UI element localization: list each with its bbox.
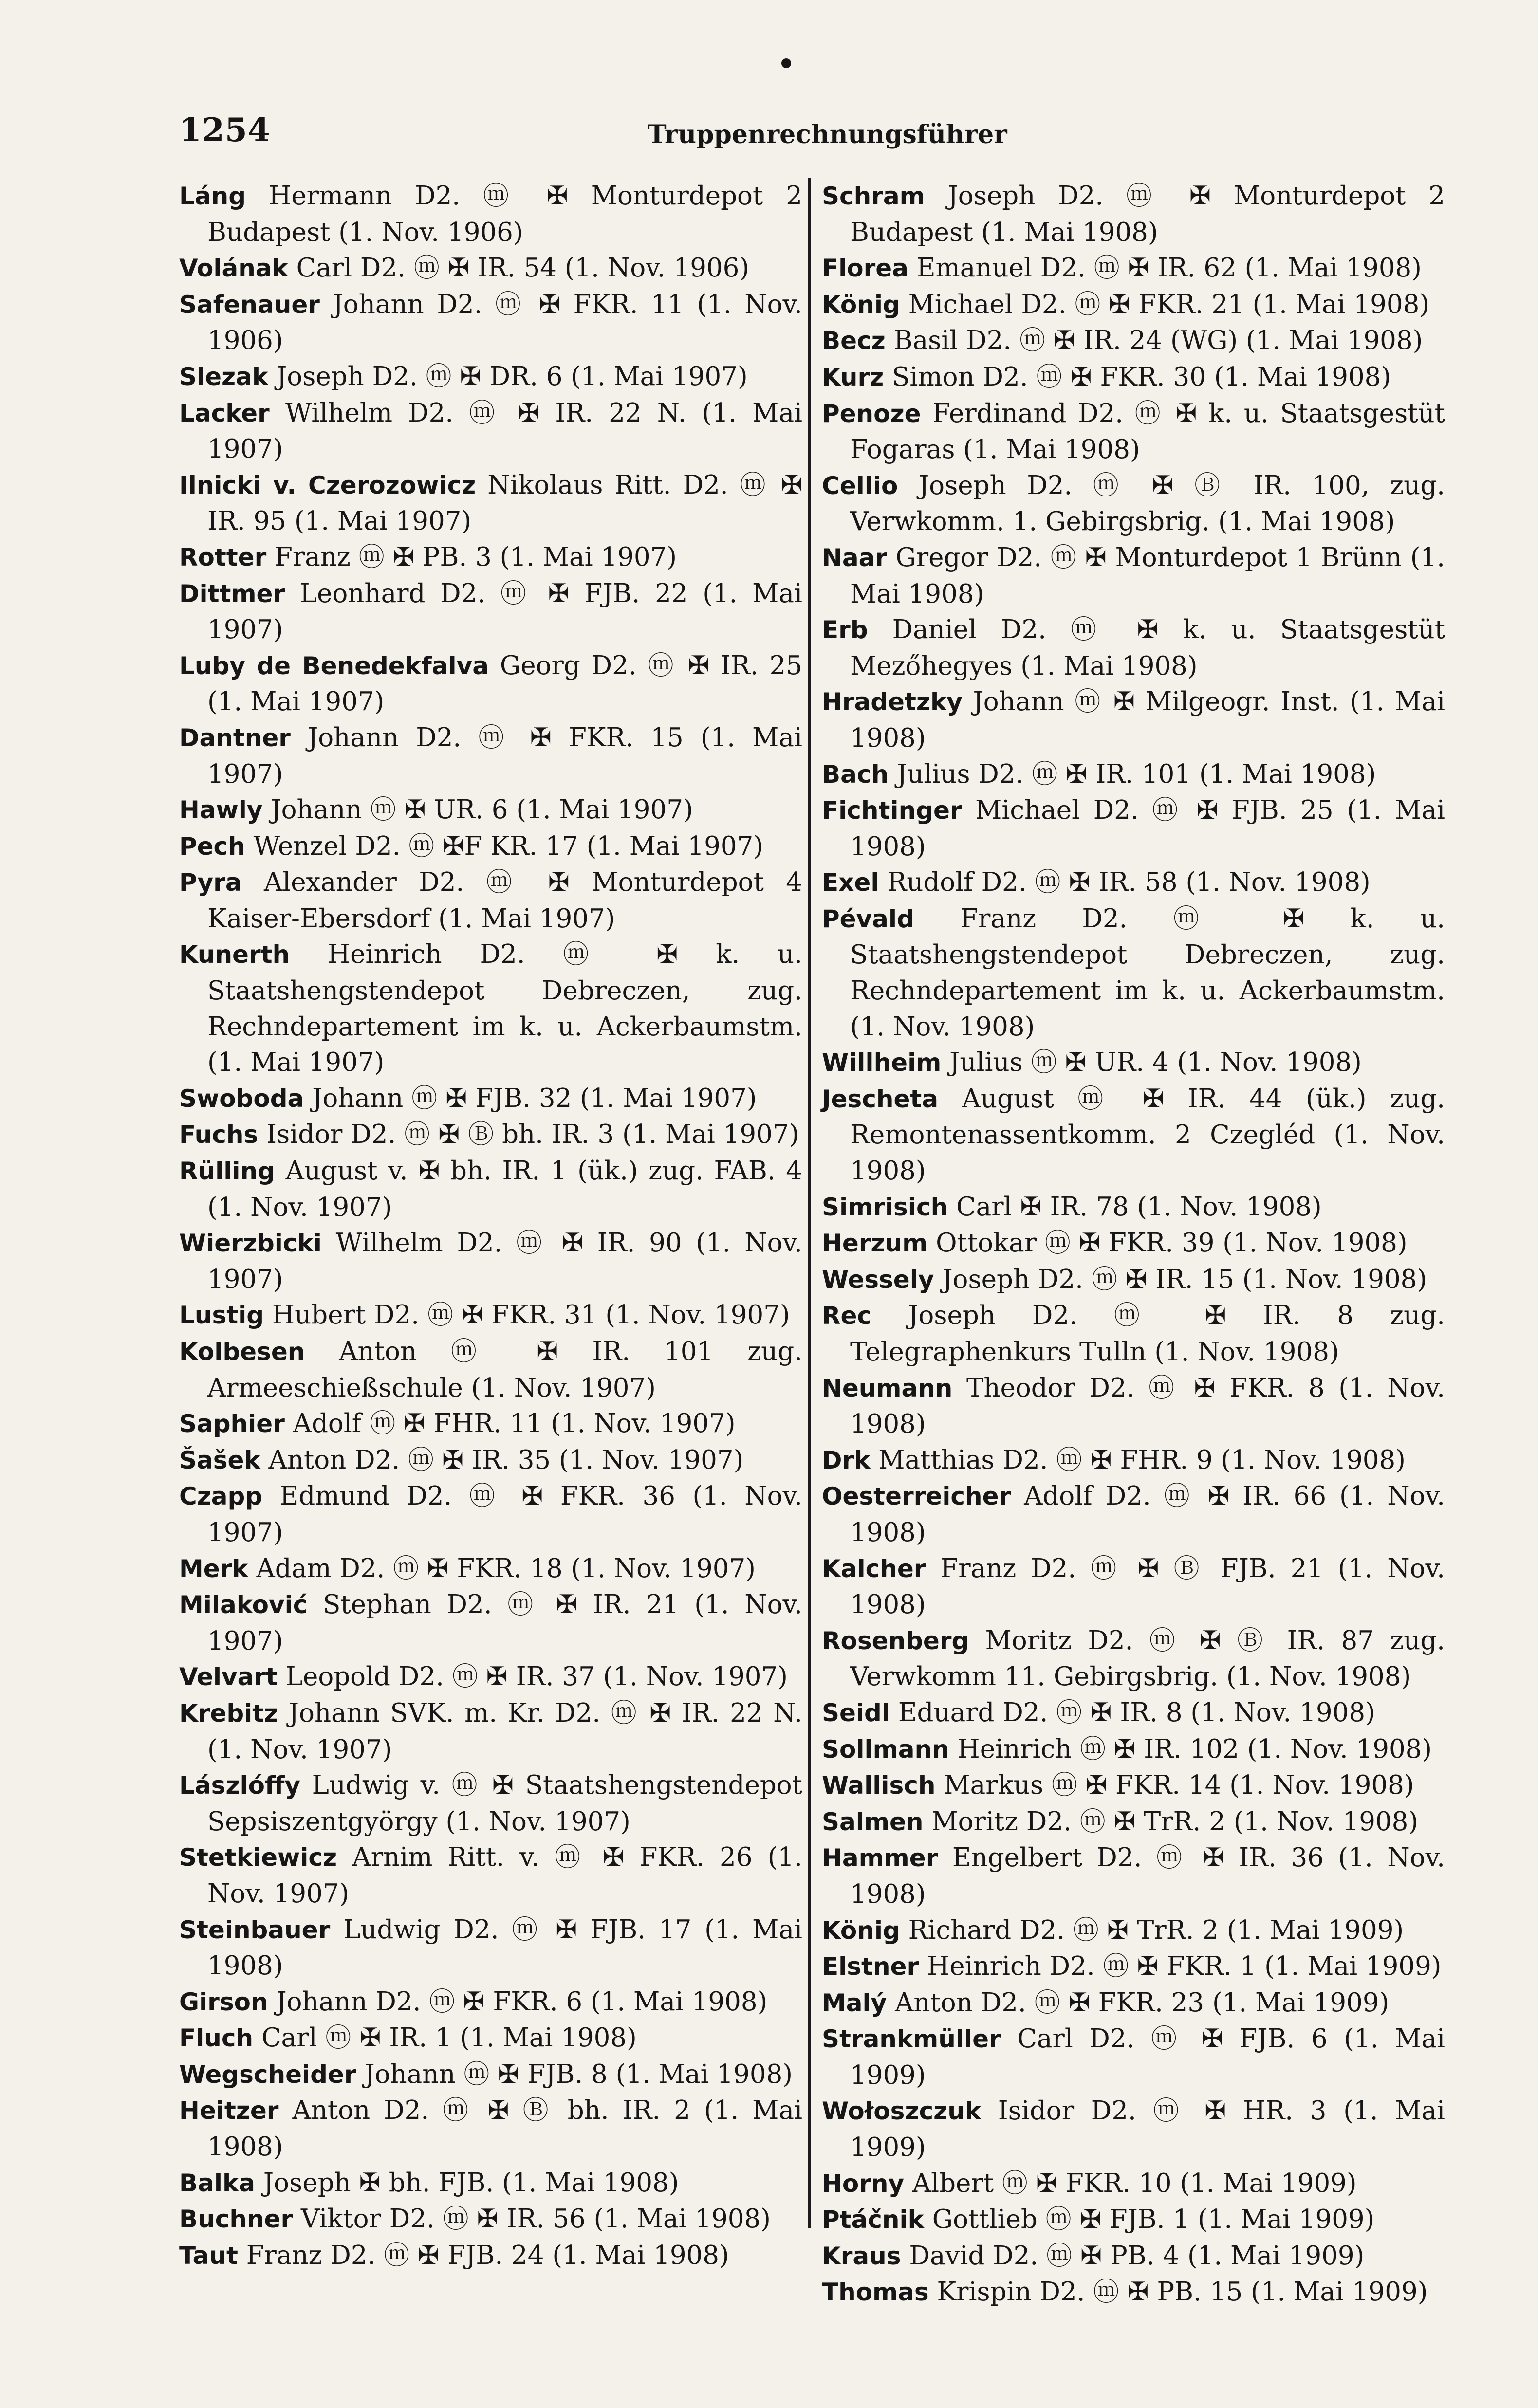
directory-entry [822,2238,1445,2275]
directory-entry [822,540,1445,612]
directory-entry [179,1334,802,1406]
entry-details: Matthias D2. ⓜ ✠ FHR. 9 (1. Nov. 1908) [878,1445,1406,1475]
directory-entry [179,2201,802,2238]
entry-surname: Wessely [822,1265,934,1294]
entry-details: Joseph D2. ⓜ ✠ DR. 6 (1. Mai 1907) [277,361,748,391]
directory-entry [822,864,1445,901]
directory-entry [822,684,1445,756]
directory-entry [822,468,1445,540]
entry-surname: Wołoszczuk [822,2097,982,2126]
entry-surname: Luby de Benedekfalva [179,651,489,680]
entry-details: Rudolf D2. ⓜ ✠ IR. 58 (1. Nov. 1908) [887,867,1371,898]
entry-details: Krispin D2. ⓜ ✠ PB. 15 (1. Mai 1909) [937,2277,1428,2307]
entry-details: Carl D2. ⓜ ✠ FJB. 6 (1. Mai 1909) [850,2024,1445,2090]
directory-entry [822,901,1445,1045]
entry-surname: Rosenberg [822,1626,969,1655]
entry-details: Nikolaus Ritt. D2. ⓜ ✠ IR. 95 (1. Mai 1907) [207,470,802,536]
entry-surname: Elstner [822,1952,919,1981]
printer-dot [781,58,791,68]
directory-entry [179,1767,802,1839]
entry-surname: Saphier [179,1410,285,1438]
directory-entry [179,2238,802,2274]
entry-details: Heinrich D2. ⓜ ✠ FKR. 1 (1. Mai 1909) [927,1951,1442,1982]
entry-surname: Krebitz [179,1699,278,1728]
entry-surname: Lászlóffy [179,1771,301,1800]
directory-entry [179,792,802,828]
entry-details: Johann D2. ⓜ ✠ FKR. 15 (1. Mai 1907) [207,722,802,789]
entry-details: Joseph ✠ bh. FJB. (1. Mai 1908) [263,2168,679,2198]
entry-details: Wenzel D2. ⓜ ✠F KR. 17 (1. Mai 1907) [253,831,763,861]
entry-details: Julius ⓜ ✠ UR. 4 (1. Nov. 1908) [949,1048,1362,1078]
entry-surname: Safenauer [179,290,320,319]
entry-details: Stephan D2. ⓜ ✠ IR. 21 (1. Nov. 1907) [207,1590,802,1656]
entry-details: Johann ⓜ ✠ FJB. 8 (1. Mai 1908) [364,2059,793,2089]
entry-surname: Neumann [822,1374,953,1402]
directory-entry [179,2165,802,2202]
entry-surname: Schram [822,182,925,210]
directory-entry [179,539,802,576]
entry-details: Carl ⓜ ✠ IR. 1 (1. Mai 1908) [261,2023,637,2053]
directory-entry [822,1695,1445,1731]
entry-surname: Pévald [822,904,914,933]
directory-entry [179,467,802,539]
directory-entry [822,1478,1445,1550]
entry-surname: Dittmer [179,579,285,608]
entry-surname: Swoboda [179,1084,304,1113]
entry-details: Anton D2. ⓜ ✠ Ⓑ bh. IR. 2 (1. Mai 1908) [207,2096,802,2162]
entry-surname: Dantner [179,723,291,752]
entry-details: Leopold D2. ⓜ ✠ IR. 37 (1. Nov. 1907) [285,1662,788,1692]
directory-entry [179,2020,802,2057]
directory-entry [822,1262,1445,1298]
entry-details: Joseph D2. ⓜ ✠ IR. 8 zug. Telegraphenkurs Tulln (1. Nov. 1908) [850,1301,1445,1367]
directory-entry [179,1478,802,1550]
entry-details: Daniel D2. ⓜ ✠ k. u. Staatsgestüt Mezőhegyes (1. Mai 1908) [850,615,1445,681]
page-number: 1254 [179,111,271,149]
entry-details: Johann ⓜ ✠ Milgeogr. Inst. (1. Mai 1908) [850,687,1445,753]
entry-details: Johann D2. ⓜ ✠ FKR. 11 (1. Nov. 1906) [207,289,802,356]
entry-details: Wilhelm D2. ⓜ ✠ IR. 22 N. (1. Mai 1907) [207,398,802,464]
entry-details: Moritz D2. ⓜ ✠ Ⓑ IR. 87 zug. Verwkomm 11. Gebirgsbrig. (1. Nov. 1908) [850,1625,1445,1692]
entry-details: Markus ⓜ ✠ FKR. 14 (1. Nov. 1908) [944,1770,1414,1801]
directory-entry [179,1695,802,1767]
directory-entry [822,2274,1445,2311]
entry-details: Johann ⓜ ✠ FJB. 32 (1. Mai 1907) [312,1083,757,1113]
entry-surname: Velvart [179,1663,278,1691]
entry-details: Ferdinand D2. ⓜ ✠ k. u. Staatsgestüt Fogaras (1. Mai 1908) [850,398,1445,465]
entry-details: Georg D2. ⓜ ✠ IR. 25 (1. Mai 1907) [207,650,802,717]
directory-entry [822,792,1445,864]
directory-entry [179,2093,802,2165]
directory-entry [179,1587,802,1659]
entry-details: Anton D2. ⓜ ✠ IR. 35 (1. Nov. 1907) [268,1445,744,1475]
entry-details: Wilhelm D2. ⓜ ✠ IR. 90 (1. Nov. 1907) [207,1228,802,1294]
entry-surname: Lacker [179,399,270,427]
entry-details: Theodor D2. ⓜ ✠ FKR. 8 (1. Nov. 1908) [850,1373,1445,1439]
entry-details: Gregor D2. ⓜ ✠ Monturdepot 1 Brünn (1. Mai 1908) [850,542,1445,609]
directory-entry [822,1767,1445,1804]
entry-details: Johann D2. ⓜ ✠ FKR. 6 (1. Mai 1908) [276,1986,768,2017]
entry-surname: Seidl [822,1698,890,1727]
entry-details: Isidor D2. ⓜ ✠ Ⓑ bh. IR. 3 (1. Mai 1907) [266,1120,799,1150]
directory-entry [179,178,802,250]
entry-surname: Kalcher [822,1554,926,1583]
directory-entry [179,576,802,648]
entry-surname: Oesterreicher [822,1482,1011,1511]
entry-surname: Sollmann [822,1735,949,1764]
entry-surname: Hawly [179,796,263,825]
directory-entry [822,612,1445,684]
directory-entry [179,720,802,792]
entry-details: Heinrich ⓜ ✠ IR. 102 (1. Nov. 1908) [957,1734,1432,1764]
directory-entry [822,1948,1445,1985]
entry-surname: Penoze [822,399,921,428]
entry-surname: Fluch [179,2024,254,2053]
entry-details: Adolf D2. ⓜ ✠ IR. 66 (1. Nov. 1908) [850,1481,1445,1547]
entry-details: Anton D2. ⓜ ✠ FKR. 23 (1. Mai 1909) [895,1987,1390,2018]
entry-surname: Rotter [179,543,267,571]
entry-surname: Wierzbicki [179,1229,322,1258]
directory-entry [179,1081,802,1117]
entry-details: Joseph D2. ⓜ ✠ Ⓑ IR. 100, zug. Verwkomm. 1. Gebirgsbrig. (1. Mai 1908) [850,470,1445,537]
entry-details: Michael D2. ⓜ ✠ FJB. 25 (1. Mai 1908) [850,795,1445,862]
entry-surname: Hradetzky [822,688,963,717]
directory-entry [179,1225,802,1297]
entry-surname: Kolbesen [179,1338,305,1366]
directory-entry [822,1298,1445,1370]
entry-details: Adam D2. ⓜ ✠ FKR. 18 (1. Nov. 1907) [256,1553,756,1583]
directory-entry [179,1406,802,1442]
entry-surname: Pyra [179,868,242,897]
entry-surname: Czapp [179,1482,263,1511]
directory-entry [822,287,1445,323]
directory-entry [179,1153,802,1225]
entry-surname: Lustig [179,1301,264,1330]
entry-details: Johann ⓜ ✠ UR. 6 (1. Mai 1907) [271,795,693,825]
entry-details: Alexander D2. ⓜ ✠ Monturdepot 4 Kaiser-Ebersdorf (1. Mai 1907) [207,867,802,934]
entry-surname: König [822,290,900,319]
entry-surname: Exel [822,868,879,897]
entry-surname: Rec [822,1302,872,1330]
directory-entry [179,648,802,720]
entry-details: Richard D2. ⓜ ✠ TrR. 2 (1. Mai 1909) [908,1915,1404,1945]
directory-entry [179,1912,802,1984]
directory-entry [179,1659,802,1695]
entry-surname: Strankmüller [822,2025,1001,2054]
entry-surname: Naar [822,543,887,572]
directory-entry [179,864,802,937]
directory-entry [822,1840,1445,1912]
directory-entry [179,1297,802,1334]
entry-surname: Drk [822,1446,871,1474]
directory-entry [822,1189,1445,1226]
directory-entry [822,2166,1445,2202]
directory-entry [822,1912,1445,1949]
entry-details: Moritz D2. ⓜ ✠ TrR. 2 (1. Nov. 1908) [931,1806,1419,1837]
entry-surname: Simrisich [822,1193,948,1221]
entry-surname: Ptáčnik [822,2206,924,2234]
directory-entry [822,1370,1445,1442]
directory-entry [179,287,802,359]
entry-details: Isidor D2. ⓜ ✠ HR. 3 (1. Mai 1909) [850,2096,1445,2163]
entry-details: David D2. ⓜ ✠ PB. 4 (1. Mai 1909) [909,2241,1365,2271]
directory-entry [822,396,1445,468]
directory-entry [822,178,1445,250]
left-column [179,178,802,2274]
entry-details: Joseph D2. ⓜ ✠ IR. 15 (1. Nov. 1908) [942,1264,1427,1294]
directory-entry [179,828,802,865]
entry-details: Leonhard D2. ⓜ ✠ FJB. 22 (1. Mai 1907) [207,578,802,645]
entry-surname: Fichtinger [822,796,962,825]
directory-entry [822,250,1445,287]
entry-details: Franz ⓜ ✠ PB. 3 (1. Mai 1907) [275,542,677,572]
entry-details: August ⓜ ✠ IR. 44 (ük.) zug. Remontenassentkomm. 2 Czegléd (1. Nov. 1908) [850,1084,1445,1186]
entry-surname: Cellio [822,471,898,500]
entry-surname: Wegscheider [179,2060,356,2089]
directory-entry [822,756,1445,793]
column-rule [808,178,811,2228]
entry-details: Carl D2. ⓜ ✠ IR. 54 (1. Nov. 1906) [296,253,750,283]
entry-details: Heinrich D2. ⓜ ✠ k. u. Staatshengstendepot Debreczen, zug. Rechndepartement im k. u. Ackerbaumstm. (1. Mai 1907) [207,939,802,1078]
entry-surname: Pech [179,832,245,861]
entry-details: Franz D2. ⓜ ✠ Ⓑ FJB. 21 (1. Nov. 1908) [850,1553,1445,1620]
directory-entry [822,1731,1445,1768]
entry-surname: Girson [179,1987,268,2016]
entry-details: Simon D2. ⓜ ✠ FKR. 30 (1. Mai 1908) [892,362,1391,392]
entry-details: Edmund D2. ⓜ ✠ FKR. 36 (1. Nov. 1907) [207,1481,802,1547]
entry-details: Emanuel D2. ⓜ ✠ IR. 62 (1. Mai 1908) [916,253,1422,283]
entry-details: Albert ⓜ ✠ FKR. 10 (1. Mai 1909) [912,2168,1357,2198]
entry-surname: König [822,1916,900,1945]
entry-surname: Becz [822,327,886,355]
entry-surname: Malý [822,1988,887,2017]
entry-surname: Volának [179,254,288,283]
entry-details: Anton ⓜ ✠ IR. 101 zug. Armeeschießschule (1. Nov. 1907) [207,1337,802,1403]
directory-entry [179,2057,802,2093]
entry-surname: Láng [179,182,246,210]
directory-entry [179,1442,802,1479]
entry-surname: Erb [822,616,868,644]
directory-entry [822,1623,1445,1695]
directory-entry [179,937,802,1080]
entry-surname: Bach [822,760,889,789]
entry-details: Julius D2. ⓜ ✠ IR. 101 (1. Mai 1908) [896,759,1376,789]
entry-surname: Kunerth [179,940,290,969]
entry-details: Carl ✠ IR. 78 (1. Nov. 1908) [956,1192,1322,1222]
entry-details: Hubert D2. ⓜ ✠ FKR. 31 (1. Nov. 1907) [272,1300,790,1330]
entry-details: Franz D2. ⓜ ✠ k. u. Staatshengstendepot Debreczen, zug. Rechndepartement im k. u. Ackerbaumstm. (1. Nov. 1908) [850,903,1445,1042]
entry-surname: Jescheta [822,1085,939,1113]
entry-details: Arnim Ritt. v. ⓜ ✠ FKR. 26 (1. Nov. 1907) [207,1842,802,1909]
directory-entry [822,1081,1445,1189]
entry-details: Adolf ⓜ ✠ FHR. 11 (1. Nov. 1907) [293,1409,736,1439]
directory-entry [822,1225,1445,1262]
directory-entry [822,2021,1445,2093]
directory-entry [179,250,802,287]
entry-surname: Fuchs [179,1121,259,1149]
entry-surname: Milaković [179,1591,308,1619]
running-head: Truppenrechnungsführer [648,120,1007,149]
directory-entry [822,2202,1445,2238]
entry-surname: Hammer [822,1844,938,1873]
entry-surname: Ilnicki v. Czerozowicz [179,471,476,499]
entry-details: Ludwig D2. ⓜ ✠ FJB. 17 (1. Mai 1908) [207,1914,802,1981]
entry-details: Johann SVK. m. Kr. D2. ⓜ ✠ IR. 22 N. (1. Nov. 1907) [207,1698,802,1765]
entry-details: Franz D2. ⓜ ✠ FJB. 24 (1. Mai 1908) [246,2240,729,2270]
entry-surname: Merk [179,1554,248,1583]
entry-details: Michael D2. ⓜ ✠ FKR. 21 (1. Mai 1908) [908,289,1429,319]
directory-entry [822,1985,1445,2022]
entry-surname: Buchner [179,2205,293,2234]
entry-details: Ludwig v. ⓜ ✠ Staatshengstendepot Sepsiszentgyörgy (1. Nov. 1907) [207,1770,802,1837]
directory-entry [822,359,1445,396]
entry-surname: Thomas [822,2278,929,2307]
entry-details: Basil D2. ⓜ ✠ IR. 24 (WG) (1. Mai 1908) [893,326,1423,356]
entry-details: Hermann D2. ⓜ ✠ Monturdepot 2 Budapest (1. Nov. 1906) [207,181,802,247]
entry-surname: Šašek [179,1446,260,1474]
entry-surname: Stetkiewicz [179,1843,337,1872]
entry-surname: Taut [179,2241,238,2270]
entry-details: Joseph D2. ⓜ ✠ Monturdepot 2 Budapest (1. Mai 1908) [850,181,1445,247]
directory-entry [179,1839,802,1912]
entry-details: Gottlieb ⓜ ✠ FJB. 1 (1. Mai 1909) [932,2205,1375,2235]
entry-details: Viktor D2. ⓜ ✠ IR. 56 (1. Mai 1908) [300,2204,771,2234]
entry-surname: Kraus [822,2242,901,2270]
directory-entry [822,1551,1445,1623]
entry-surname: Slezak [179,362,269,391]
directory-entry [822,1804,1445,1840]
entry-details: August v. ✠ bh. IR. 1 (ük.) zug. FAB. 4 (1. Nov. 1907) [207,1156,802,1222]
entry-surname: Rülling [179,1157,275,1186]
directory-entry [822,1442,1445,1479]
entry-details: Engelbert D2. ⓜ ✠ IR. 36 (1. Nov. 1908) [850,1843,1445,1909]
entry-surname: Steinbauer [179,1915,331,1944]
entry-surname: Horny [822,2169,905,2198]
directory-entry [822,2093,1445,2165]
entry-surname: Willheim [822,1048,942,1077]
directory-entry [179,359,802,395]
entry-surname: Heitzer [179,2096,279,2125]
right-column [822,178,1445,2311]
entry-details: Ottokar ⓜ ✠ FKR. 39 (1. Nov. 1908) [936,1228,1408,1258]
directory-entry [179,1117,802,1153]
entry-surname: Balka [179,2169,255,2197]
directory-entry [179,1984,802,2021]
directory-entry [179,395,802,467]
entry-surname: Wallisch [822,1771,936,1800]
entry-details: Eduard D2. ⓜ ✠ IR. 8 (1. Nov. 1908) [898,1697,1375,1728]
directory-entry [822,1045,1445,1081]
entry-surname: Florea [822,254,908,283]
directory-entry [822,323,1445,359]
entry-surname: Herzum [822,1229,928,1258]
entry-surname: Kurz [822,363,884,391]
entry-surname: Salmen [822,1807,924,1836]
directory-entry [179,1551,802,1587]
